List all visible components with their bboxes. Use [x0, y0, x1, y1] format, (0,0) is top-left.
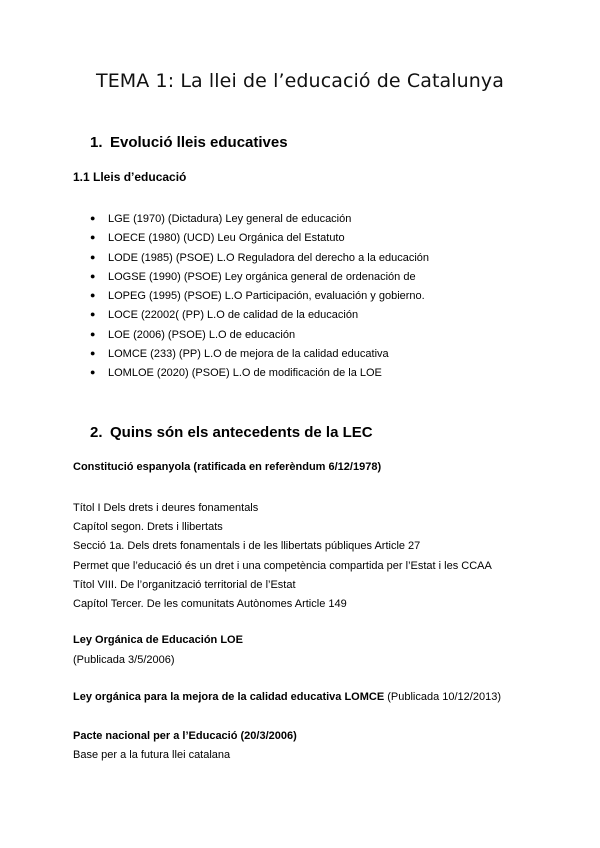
list-item: ● LOCE (22002( (PP) L.O de calidad de la educación [90, 305, 429, 324]
loe-heading: Ley Orgánica de Educación LOE [73, 634, 243, 646]
section-1-title: Evolució lleis educatives [110, 134, 288, 151]
text-line: Capítol segon. Drets i llibertats [73, 521, 223, 534]
section-1-number: 1. [90, 134, 103, 151]
section-2-title: Quins són els antecedents de la LEC [110, 424, 373, 441]
pacte-heading: Pacte nacional per a l’Educació (20/3/2006) [73, 730, 297, 742]
constitution-heading: Constitució espanyola (ratificada en referèndum 6/12/1978) [73, 461, 382, 473]
subsection-1-1-heading: 1.1 Lleis d’educació [73, 170, 187, 184]
bullet-icon: ● [90, 213, 96, 223]
laws-list [90, 209, 429, 383]
bullet-icon: ● [90, 309, 96, 320]
section-2-number: 2. [90, 424, 103, 441]
lomce-heading: Ley orgánica para la mejora de la calidad educativa LOMCE [73, 691, 385, 703]
bullet-icon: ● [90, 270, 96, 281]
page-title: TEMA 1: La llei de l’educació de Catalunya [95, 70, 505, 92]
constitution-lines [73, 499, 492, 614]
loe-note: (Publicada 3/5/2006) [73, 654, 175, 666]
lomce-line [73, 691, 501, 703]
section-2-heading [90, 424, 373, 441]
list-item: ● LOMLOE (2020) (PSOE) L.O de modificación de la LOE [90, 363, 429, 382]
text-line: Secció 1a. Dels drets fonamentals i de les llibertats públiques Article 27 [73, 540, 421, 553]
text-line: Títol VIII. De l’organització territorial de l’Estat [73, 578, 296, 591]
list-item: ● LOPEG (1995) (PSOE) L.O Participación, evaluación y gobierno. [90, 286, 429, 305]
list-item: ● LOMCE (233) (PP) L.O de mejora de la calidad educativa [90, 344, 429, 363]
bullet-icon: ● [90, 348, 96, 359]
bullet-icon: ● [90, 290, 96, 301]
bullet-icon: ● [90, 367, 96, 378]
bullet-icon: ● [90, 328, 96, 339]
bullet-icon: ● [90, 251, 96, 262]
text-line: Títol I Dels drets i deures fonamentals [73, 502, 259, 514]
list-item: ● LOECE (1980) (UCD) Leu Orgánica del Estatuto [90, 228, 429, 247]
list-item: ● LGE (1970) (Dictadura) Ley general de educación [90, 209, 429, 228]
text-line: Permet que l’educació és un dret i una competència compartida per l’Estat i les CCAA [73, 559, 492, 572]
pacte-note: Base per a la futura llei catalana [73, 749, 231, 761]
section-1-heading [90, 134, 288, 151]
list-item: ● LODE (1985) (PSOE) L.O Reguladora del derecho a la educación [90, 248, 429, 267]
text-line: Capítol Tercer. De les comunitats Autònomes Article 149 [73, 597, 347, 610]
list-item: ● LOGSE (1990) (PSOE) Ley orgánica general de ordenación de [90, 267, 429, 286]
list-item: ● LOE (2006) (PSOE) L.O de educación [90, 325, 429, 344]
lomce-note: (Publicada 10/12/2013) [387, 691, 501, 703]
bullet-icon: ● [90, 232, 96, 243]
